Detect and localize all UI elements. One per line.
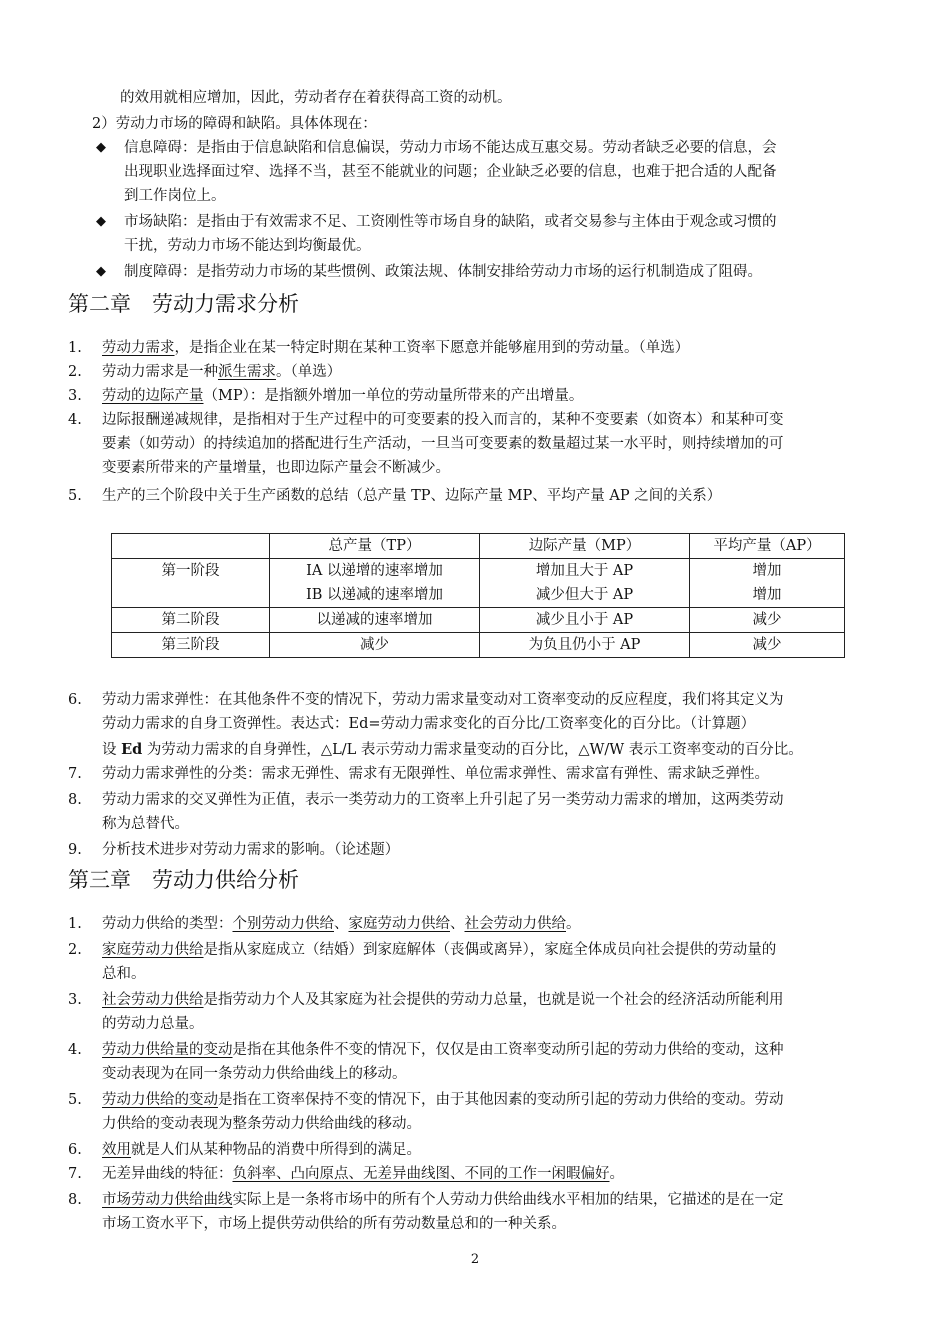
text: 劳动力供给的类型： (102, 916, 233, 932)
text: 、 (450, 916, 465, 932)
ch2-item-6-line-3 (102, 740, 803, 760)
text: 。 (566, 916, 581, 932)
ch3-item-4-line-2: 变动表现为在同一条劳动力供给曲线上的移动。 (102, 1066, 407, 1082)
item-number: 7. (68, 766, 82, 782)
bullet-2-line-2: 干扰，劳动力市场不能达到均衡最优。 (124, 238, 371, 254)
table-cell: IA 以递增的速率增加 (270, 559, 480, 584)
ch2-item-1 (102, 338, 689, 358)
table-cell: 以递减的速率增加 (270, 608, 480, 633)
item-number: 4. (68, 412, 82, 428)
table-cell: 减少 (690, 633, 845, 658)
item-number: 4. (68, 1042, 82, 1058)
text: 实际上是一条将市场中的所有个人劳动力供给曲线水平相加的结果，它描述的是在一定 (232, 1192, 784, 1208)
ch2-item-8-line-2: 称为总替代。 (102, 816, 189, 832)
term: 家庭劳动力供给 (102, 942, 204, 958)
item-number: 3. (68, 992, 82, 1008)
text: 劳动力需求是一种 (102, 364, 218, 380)
table-cell: 增加且大于 AP (480, 559, 690, 584)
ch2-item-6-line-1: 劳动力需求弹性：在其他条件不变的情况下，劳动力需求量变动对工资率变动的反应程度，我们将其定义为 (102, 692, 784, 708)
item-number: 5. (68, 488, 82, 504)
term: 效用 (102, 1142, 131, 1158)
ch3-item-3-line-1 (102, 990, 784, 1010)
text: ，是指企业在某一特定时期在某种工资率下愿意并能够雇用到的劳动量。（单选） (174, 340, 690, 356)
ch3-item-4-line-1 (102, 1040, 784, 1060)
item-number: 3. (68, 388, 82, 404)
table-cell: 为负且仍小于 AP (480, 633, 690, 658)
ch3-item-6 (102, 1140, 421, 1160)
formula-term: Ed (121, 741, 143, 758)
bullet-2-line-1: 市场缺陷：是指由于有效需求不足、工资刚性等市场自身的缺陷，或者交易参与主体由于观念或习惯的 (124, 214, 777, 230)
item-number: 5. (68, 1092, 82, 1108)
bullet-1-line-3: 到工作岗位上。 (124, 188, 226, 204)
table-cell: 第三阶段 (112, 633, 270, 658)
text: 是指在其他条件不变的情况下，仅仅是由工资率变动所引起的劳动力供给的变动，这种 (232, 1042, 784, 1058)
item-number: 8. (68, 792, 82, 808)
table-row (112, 633, 845, 658)
ch2-item-4-line-2: 要素（如劳动）的持续追加的搭配进行生产活动，一旦当可变要素的数量超过某一水平时，则持续增加的可 (102, 436, 784, 452)
term: 劳动力需求 (102, 340, 175, 356)
text: （MP）：是指额外增加一单位的劳动量所带来的产出增量。 (203, 388, 584, 404)
text: 是指劳动力个人及其家庭为社会提供的劳动力总量，也就是说一个社会的经济活动所能利用 (203, 992, 784, 1008)
table-row (112, 559, 845, 584)
ch3-item-2-line-1 (102, 940, 776, 960)
ch3-item-7 (102, 1164, 624, 1184)
term: 市场劳动力供给曲线 (102, 1192, 233, 1208)
item-number: 1. (68, 916, 82, 932)
text: 设 (102, 742, 122, 758)
term: 负斜率、凸向原点、无差异曲线图、不同的工作一闲暇偏好 (232, 1166, 610, 1182)
text: 是指在工资率保持不变的情况下，由于其他因素的变动所引起的劳动力供给的变动。劳动 (218, 1092, 784, 1108)
chapter-3-title: 第三章 劳动力供给分析 (68, 868, 299, 892)
bullet-diamond-icon: ◆ (96, 264, 106, 279)
table-cell: IB 以递减的速率增加 (270, 583, 480, 608)
ch3-item-8-line-1 (102, 1190, 784, 1210)
ch3-item-2-line-2: 总和。 (102, 966, 146, 982)
ch2-item-2 (102, 362, 341, 382)
ch2-item-4-line-3: 变要素所带来的产量增量，也即边际产量会不断减少。 (102, 460, 450, 476)
table-cell: 增加 (690, 583, 845, 608)
table-cell: 减少 (690, 608, 845, 633)
production-stages-table (111, 533, 845, 658)
item-number: 2. (68, 942, 82, 958)
term: 劳动力供给量的变动 (102, 1042, 233, 1058)
item-number: 8. (68, 1192, 82, 1208)
ch3-item-3-line-2: 的劳动力总量。 (102, 1016, 204, 1032)
text: 无差异曲线的特征： (102, 1166, 233, 1182)
table-row (112, 608, 845, 633)
ch2-item-3 (102, 386, 583, 406)
item-number: 9. (68, 842, 82, 858)
ch3-item-8-line-2: 市场工资水平下，市场上提供劳动供给的所有劳动数量总和的一种关系。 (102, 1216, 566, 1232)
table-header-row (112, 534, 845, 559)
term: 派生需求 (218, 364, 276, 380)
ch3-item-5-line-2: 力供给的变动表现为整条劳动力供给曲线的移动。 (102, 1116, 421, 1132)
term: 社会劳动力供给 (464, 916, 566, 932)
bullet-diamond-icon: ◆ (96, 140, 106, 155)
item-number: 6. (68, 692, 82, 708)
ch3-item-1 (102, 914, 581, 934)
text: 、 (334, 916, 349, 932)
ch3-item-5-line-1 (102, 1090, 784, 1110)
ch2-item-4-line-1: 边际报酬递减规律，是指相对于生产过程中的可变要素的投入而言的，某种不变要素（如资本）和某种可变 (102, 412, 784, 428)
table-header-cell: 平均产量（AP） (690, 534, 845, 559)
bullet-3-line-1: 制度障碍：是指劳动力市场的某些惯例、政策法规、体制安排给劳动力市场的运行机制造成了阻碍。 (124, 264, 762, 280)
table-cell: 减少但大于 AP (480, 583, 690, 608)
text: 就是人们从某种物品的消费中所得到的满足。 (131, 1142, 421, 1158)
term: 家庭劳动力供给 (348, 916, 450, 932)
text: 为劳动力需求的自身弹性，△L/L 表示劳动力需求量变动的百分比，△W/W 表示工资率变动的百分比。 (142, 742, 803, 758)
ch2-item-8-line-1: 劳动力需求的交叉弹性为正值，表示一类劳动力的工资率上升引起了另一类劳动力需求的增加，这两类劳动 (102, 792, 784, 808)
intro-line-2: 2）劳动力市场的障碍和缺陷。具体体现在： (92, 116, 377, 132)
term: 社会劳动力供给 (102, 992, 204, 1008)
table-header-cell: 边际产量（MP） (480, 534, 690, 559)
page-number: 2 (470, 1252, 480, 1267)
term: 劳动的边际产量 (102, 388, 204, 404)
text: 。 (609, 1166, 624, 1182)
bullet-1-line-1: 信息障碍：是指由于信息缺陷和信息偏误，劳动力市场不能达成互惠交易。劳动者缺乏必要的信息，会 (124, 140, 777, 156)
table-cell: 增加 (690, 559, 845, 584)
table-header-cell (112, 534, 270, 559)
chapter-2-title: 第二章 劳动力需求分析 (68, 292, 299, 316)
bullet-1-line-2: 出现职业选择面过窄、选择不当，甚至不能就业的问题；企业缺乏必要的信息，也难于把合适的人配备 (124, 164, 777, 180)
term: 劳动力供给的变动 (102, 1092, 218, 1108)
text: 是指从家庭成立（结婚）到家庭解体（丧偶或离异），家庭全体成员向社会提供的劳动量的 (203, 942, 777, 958)
table-cell: 减少且小于 AP (480, 608, 690, 633)
table-cell: 第一阶段 (112, 559, 270, 608)
table-header-cell: 总产量（TP） (270, 534, 480, 559)
text: 。（单选） (276, 364, 342, 380)
intro-line-1: 的效用就相应增加，因此，劳动者存在着获得高工资的动机。 (120, 90, 512, 106)
bullet-diamond-icon: ◆ (96, 214, 106, 229)
term: 个别劳动力供给 (232, 916, 334, 932)
item-number: 6. (68, 1142, 82, 1158)
table-cell: 第二阶段 (112, 608, 270, 633)
item-number: 1. (68, 340, 82, 356)
item-number: 2. (68, 364, 82, 380)
ch2-item-5: 生产的三个阶段中关于生产函数的总结（总产量 TP、边际产量 MP、平均产量 AP 之间的关系） (102, 488, 722, 504)
ch2-item-9: 分析技术进步对劳动力需求的影响。（论述题） (102, 842, 400, 858)
item-number: 7. (68, 1166, 82, 1182)
ch2-item-7: 劳动力需求弹性的分类：需求无弹性、需求有无限弹性、单位需求弹性、需求富有弹性、需求缺乏弹性。 (102, 766, 769, 782)
ch2-item-6-line-2: 劳动力需求的自身工资弹性。表达式：Ed=劳动力需求变化的百分比/工资率变化的百分比。（计算题） (102, 716, 756, 732)
table-cell: 减少 (270, 633, 480, 658)
